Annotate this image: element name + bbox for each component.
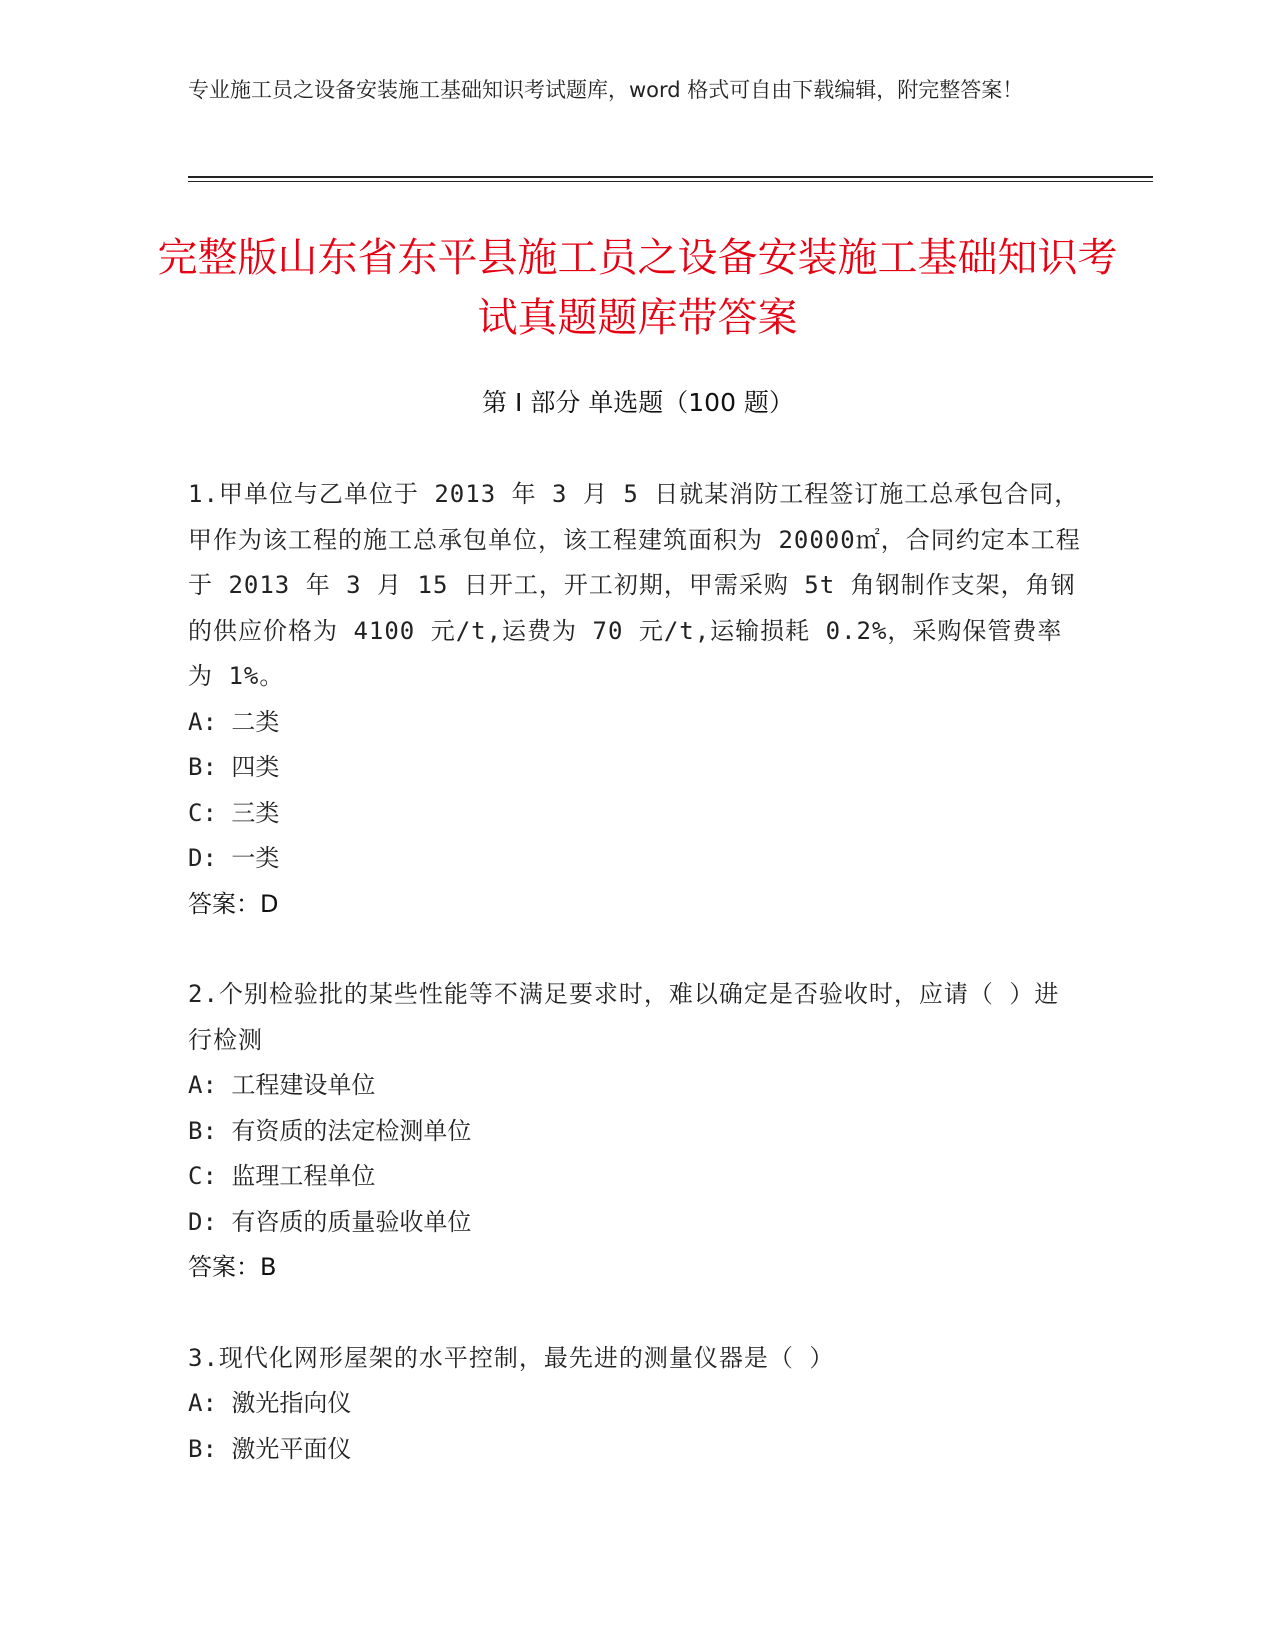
option-c: C: 三类 <box>188 798 280 827</box>
option-b: B: 四类 <box>188 753 280 781</box>
section-heading: 第 I 部分 单选题（100 题） <box>482 388 794 417</box>
option-c: C: 监理工程单位 <box>188 1162 376 1190</box>
option-a: A: 工程建设单位 <box>188 1071 376 1099</box>
header-rule-thick <box>188 176 1153 178</box>
document-title: 完整版山东省东平县施工员之设备安装施工基础知识考试真题题库带答案 <box>157 235 1118 341</box>
answer-label: 答案：D <box>188 889 279 918</box>
question-stem: 3.现代化网形屋架的水平控制，最先进的测量仪器是（ ） <box>188 1343 835 1372</box>
option-b: B: 有资质的法定检测单位 <box>188 1116 472 1145</box>
option-a: A: 二类 <box>188 707 280 736</box>
option-a: A: 激光指向仪 <box>188 1389 352 1417</box>
question-1 <box>188 472 1083 927</box>
question-list <box>188 472 1083 1517</box>
question-stem: 1.甲单位与乙单位于 2013 年 3 月 5 日就某消防工程签订施工总承包合同，甲作为该工程的施工总承包单位，该工程建筑面积为 20000㎡，合同约定本工程于 2013 年 3 月 15 日开工，开工初期，甲需采购 5t 角钢制作支架，角钢的供应价格为 4100 元/t,运费为 70 元/t,运输损耗 0.2%，采购保管费率为 1%。 <box>188 480 1081 690</box>
question-stem: 2.个别检验批的某些性能等不满足要求时，难以确定是否验收时，应请（ ）进行检测 <box>188 980 1060 1054</box>
header-note: 专业施工员之设备安装施工基础知识考试题库，word 格式可自由下载编辑，附完整答案！ <box>188 78 1024 102</box>
option-b: B: 激光平面仪 <box>188 1434 352 1463</box>
answer-label: 答案：B <box>188 1253 277 1281</box>
question-3 <box>188 1336 1083 1473</box>
question-2 <box>188 972 1083 1291</box>
option-d: D: 有咨质的质量验收单位 <box>188 1207 472 1236</box>
header-rule-thin <box>188 181 1153 182</box>
option-d: D: 一类 <box>188 844 280 872</box>
